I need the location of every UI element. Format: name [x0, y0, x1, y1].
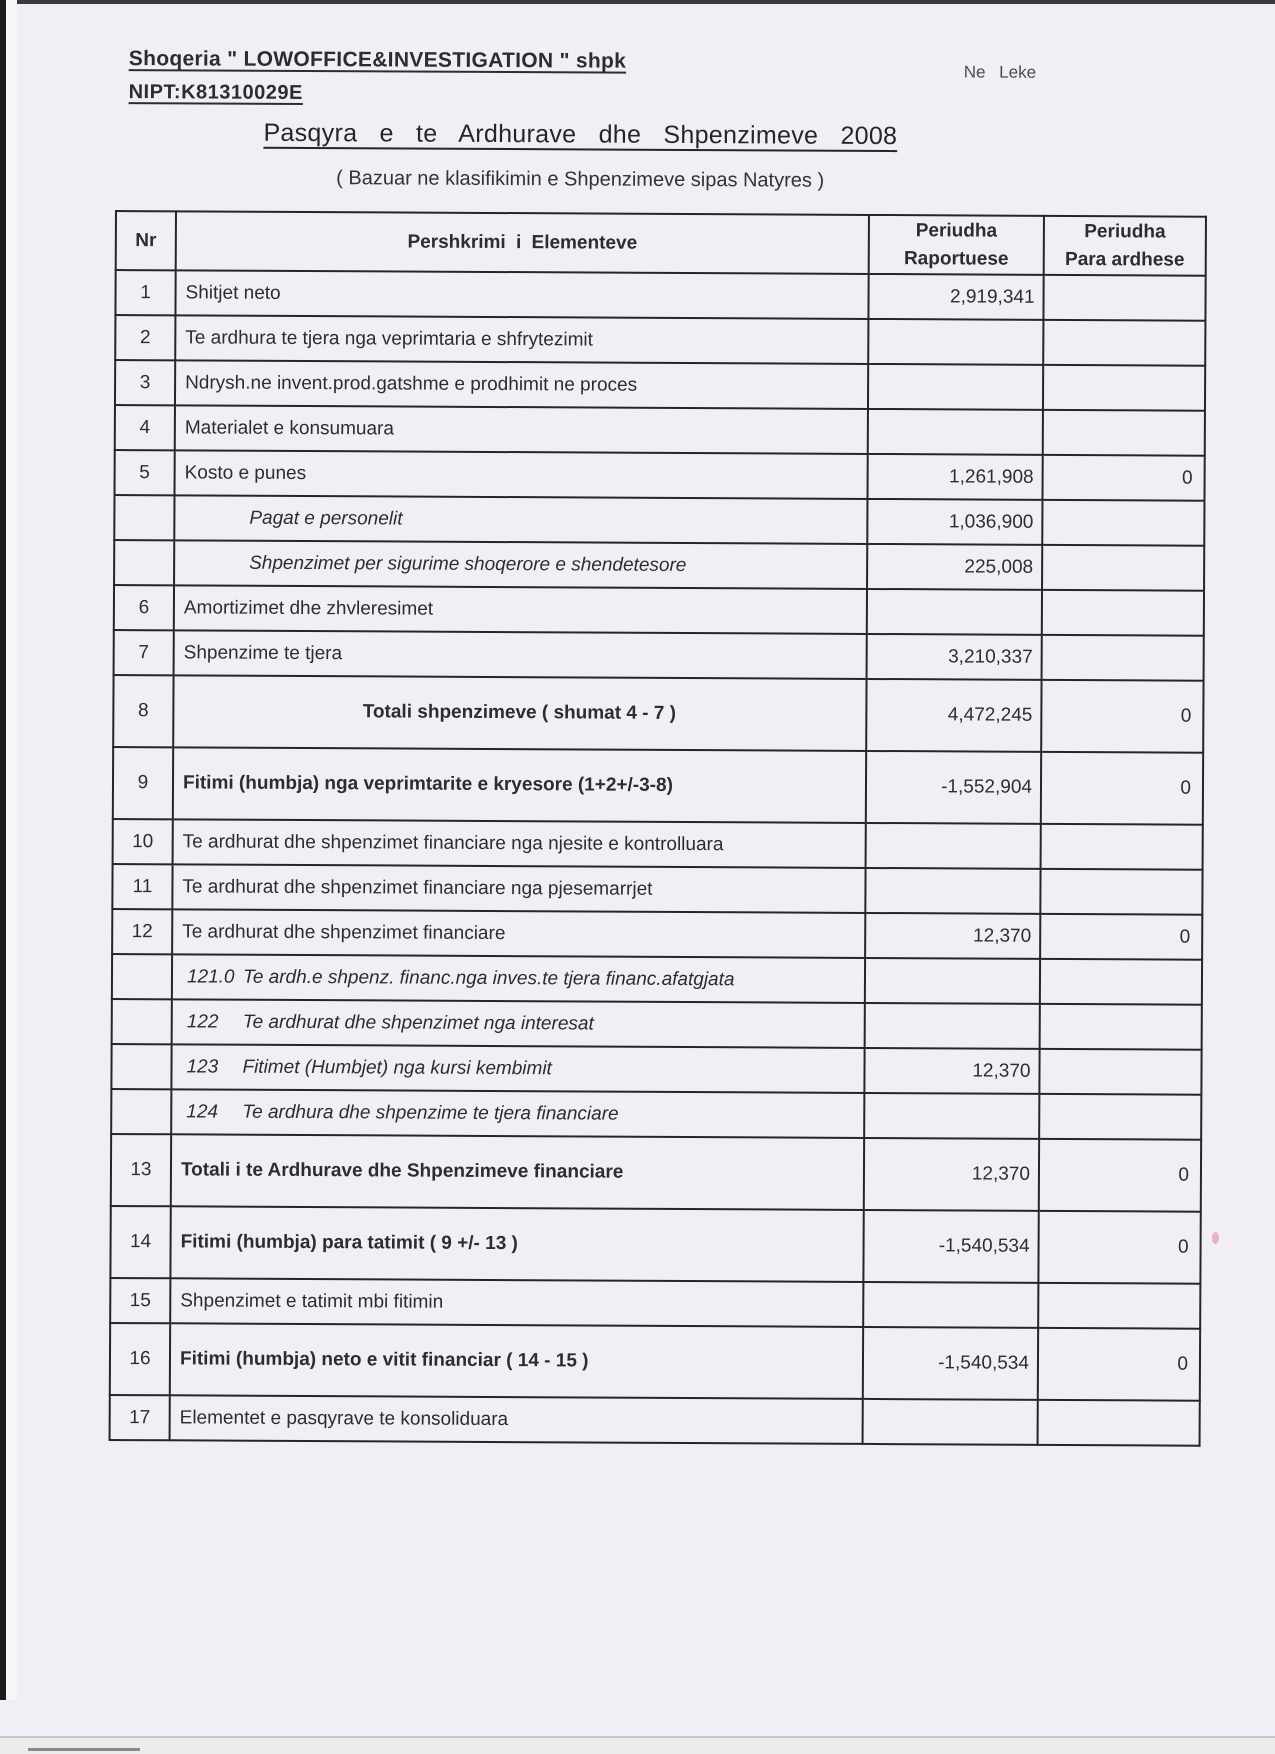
sub-row-number: 123	[186, 1055, 219, 1078]
col-header-current-line1: Periudha	[915, 220, 998, 242]
table-row	[112, 909, 1202, 960]
current-period-cell: 3,210,337	[867, 634, 1042, 680]
col-header-prior-line2: Para ardhese	[1065, 248, 1185, 271]
table-row	[111, 1044, 1201, 1095]
table-header	[116, 211, 1206, 276]
scan-artifact-dash	[28, 1748, 140, 1751]
current-period-cell	[868, 319, 1043, 365]
company-block	[129, 44, 627, 110]
table-row	[111, 1089, 1201, 1140]
row-number-cell	[111, 1089, 171, 1134]
document-title: Pasqyra e te Ardhurave dhe Shpenzimeve 2008	[263, 118, 898, 151]
row-number-cell	[112, 999, 172, 1044]
prior-period-cell	[1039, 1094, 1201, 1140]
table-row	[115, 315, 1205, 366]
row-number-cell: 4	[115, 405, 175, 450]
company-nipt: NIPT:K81310029E	[128, 81, 303, 105]
current-period-cell: 225,008	[867, 544, 1042, 590]
col-header-description: Pershkrimi i Elementeve	[176, 211, 869, 274]
description-cell: Elementet e pasqyrave te konsoliduara	[170, 1395, 863, 1444]
table-row	[110, 1278, 1200, 1329]
description-cell: Fitimi (humbja) nga veprimtarite e kryesore (1+2+/-3-8)	[173, 747, 866, 823]
description-cell: Te ardhurat dhe shpenzimet financiare nga pjesemarrjet	[172, 864, 865, 913]
prior-period-cell	[1043, 365, 1205, 411]
row-number-cell	[114, 495, 174, 540]
row-number-cell: 15	[110, 1278, 170, 1323]
table-row	[113, 747, 1203, 825]
current-period-cell: 12,370	[865, 913, 1040, 959]
table-row	[113, 675, 1203, 753]
prior-period-cell: 0	[1041, 752, 1203, 825]
current-period-cell: 12,370	[864, 1138, 1039, 1211]
current-period-cell: -1,540,534	[863, 1210, 1038, 1283]
sub-row-number: 124	[186, 1100, 219, 1123]
prior-period-cell	[1042, 590, 1204, 636]
description-cell	[172, 999, 865, 1048]
row-number-cell: 14	[110, 1206, 170, 1278]
prior-period-cell: 0	[1041, 680, 1203, 753]
col-header-current-line2: Raportuese	[903, 247, 1009, 270]
scan-edge-bottom	[0, 1736, 1275, 1754]
description-cell: Te ardhura te tjera nga veprimtaria e shfrytezimit	[175, 315, 868, 364]
row-number-cell: 7	[114, 630, 174, 675]
table-row	[112, 954, 1202, 1005]
prior-period-cell	[1043, 320, 1205, 366]
table-row	[114, 495, 1204, 546]
current-period-cell: 1,261,908	[867, 454, 1042, 500]
description-cell: Ndrysh.ne invent.prod.gatshme e prodhimit ne proces	[175, 360, 868, 409]
current-period-cell	[863, 1399, 1038, 1445]
prior-period-cell: 0	[1040, 914, 1202, 960]
current-period-cell	[868, 364, 1043, 410]
row-number-cell: 9	[113, 747, 173, 819]
row-number-cell: 16	[110, 1323, 170, 1395]
prior-period-cell	[1040, 869, 1202, 915]
prior-period-cell: 0	[1038, 1211, 1200, 1284]
row-number-cell: 8	[113, 675, 173, 747]
table-row	[110, 1395, 1200, 1446]
row-number-cell: 12	[112, 909, 172, 954]
description-cell: Shpenzimet e tatimit mbi fitimin	[170, 1278, 863, 1327]
row-number-cell: 17	[110, 1395, 170, 1440]
scan-edge-left-light	[6, 0, 17, 1700]
description-cell: Amortizimet dhe zhvleresimet	[174, 585, 867, 634]
prior-period-cell: 0	[1039, 1139, 1201, 1212]
row-label: Te ardh.e shpenz. financ.nga inves.te tjera financ.afatgjata	[242, 966, 735, 990]
table-row	[110, 1206, 1200, 1284]
row-number-cell: 10	[113, 819, 173, 864]
current-period-cell	[863, 1282, 1038, 1328]
current-period-cell	[868, 409, 1043, 455]
description-cell: Shpenzime te tjera	[174, 630, 867, 679]
row-number-cell: 1	[115, 270, 175, 315]
prior-period-cell	[1038, 1400, 1200, 1446]
current-period-cell: -1,552,904	[866, 751, 1041, 824]
description-cell: Pagat e personelit	[174, 495, 867, 544]
description-cell: Kosto e punes	[175, 450, 868, 499]
current-period-cell	[864, 1093, 1039, 1139]
prior-period-cell	[1041, 824, 1203, 870]
prior-period-cell	[1040, 959, 1202, 1005]
scan-artifact-pink-mark	[1212, 1232, 1219, 1244]
prior-period-cell	[1042, 500, 1204, 546]
company-name: Shoqeria " LOWOFFICE&INVESTIGATION " shpk	[128, 47, 627, 73]
current-period-cell	[865, 868, 1040, 914]
table-header-row	[116, 211, 1206, 276]
table-row	[115, 360, 1205, 411]
table-row	[114, 540, 1204, 591]
prior-period-cell	[1038, 1283, 1200, 1329]
description-cell: Fitimi (humbja) neto e vitit financiar ( 14 - 15 )	[170, 1323, 863, 1399]
col-header-current-period	[869, 215, 1044, 275]
current-period-cell	[865, 958, 1040, 1004]
current-period-cell	[867, 589, 1042, 635]
row-label: Fitimet (Humbjet) nga kursi kembimit	[242, 1056, 552, 1079]
row-number-cell: 6	[114, 585, 174, 630]
prior-period-cell	[1042, 545, 1204, 591]
col-header-prior-period	[1044, 216, 1206, 276]
description-cell	[171, 1089, 864, 1138]
prior-period-cell	[1042, 635, 1204, 681]
table-row	[115, 405, 1205, 456]
description-cell	[171, 1044, 864, 1093]
description-cell: Shitjet neto	[175, 270, 868, 319]
statement-table	[109, 210, 1207, 1447]
current-period-cell: 1,036,900	[867, 499, 1042, 545]
prior-period-cell: 0	[1042, 455, 1204, 501]
description-cell	[172, 954, 865, 1003]
row-number-cell	[114, 540, 174, 585]
document-subtitle: ( Bazuar ne klasifikimin e Shpenzimeve sipas Natyres )	[336, 167, 825, 192]
description-cell: Totali shpenzimeve ( shumat 4 - 7 )	[173, 675, 866, 751]
current-period-cell: 4,472,245	[866, 679, 1041, 752]
row-number-cell: 11	[112, 864, 172, 909]
prior-period-cell	[1043, 275, 1205, 321]
row-number-cell: 2	[115, 315, 175, 360]
sub-row-number: 122	[186, 1010, 219, 1033]
scan-edge-top	[0, 0, 1275, 4]
col-header-prior-line1: Periudha	[1084, 221, 1166, 243]
description-cell: Te ardhurat dhe shpenzimet financiare	[172, 909, 865, 958]
currency-note: Ne Leke	[963, 62, 1037, 82]
table-row	[115, 450, 1205, 501]
description-cell: Materialet e konsumuara	[175, 405, 868, 454]
table-row	[110, 1323, 1200, 1401]
description-cell: Fitimi (humbja) para tatimit ( 9 +/- 13 )	[170, 1206, 863, 1282]
table-row	[114, 585, 1204, 636]
description-cell: Te ardhurat dhe shpenzimet financiare nga njesite e kontrolluara	[173, 819, 866, 868]
prior-period-cell	[1039, 1049, 1201, 1095]
prior-period-cell: 0	[1038, 1328, 1200, 1401]
row-number-cell: 13	[111, 1134, 171, 1206]
sub-row-number: 121.0	[186, 965, 235, 988]
current-period-cell	[865, 1003, 1040, 1049]
description-cell: Totali i te Ardhurave dhe Shpenzimeve financiare	[171, 1134, 864, 1210]
col-header-nr: Nr	[116, 211, 176, 270]
row-number-cell	[112, 954, 172, 999]
table-row	[114, 630, 1204, 681]
row-number-cell	[111, 1044, 171, 1089]
statement-rows	[110, 270, 1206, 1446]
table-row	[115, 270, 1205, 321]
table-row	[112, 864, 1202, 915]
table-row	[113, 819, 1203, 870]
row-label: Te ardhura dhe shpenzime te tjera financiare	[242, 1101, 619, 1125]
prior-period-cell	[1040, 1004, 1202, 1050]
prior-period-cell	[1043, 410, 1205, 456]
current-period-cell: 12,370	[864, 1048, 1039, 1094]
description-cell: Shpenzimet per sigurime shoqerore e shendetesore	[174, 540, 867, 589]
current-period-cell	[866, 823, 1041, 869]
row-number-cell: 3	[115, 360, 175, 405]
table-row	[112, 999, 1202, 1050]
current-period-cell: 2,919,341	[868, 274, 1043, 320]
current-period-cell: -1,540,534	[863, 1327, 1038, 1400]
row-label: Te ardhurat dhe shpenzimet nga interesat	[242, 1011, 594, 1035]
table-row	[111, 1134, 1201, 1212]
row-number-cell: 5	[115, 450, 175, 495]
